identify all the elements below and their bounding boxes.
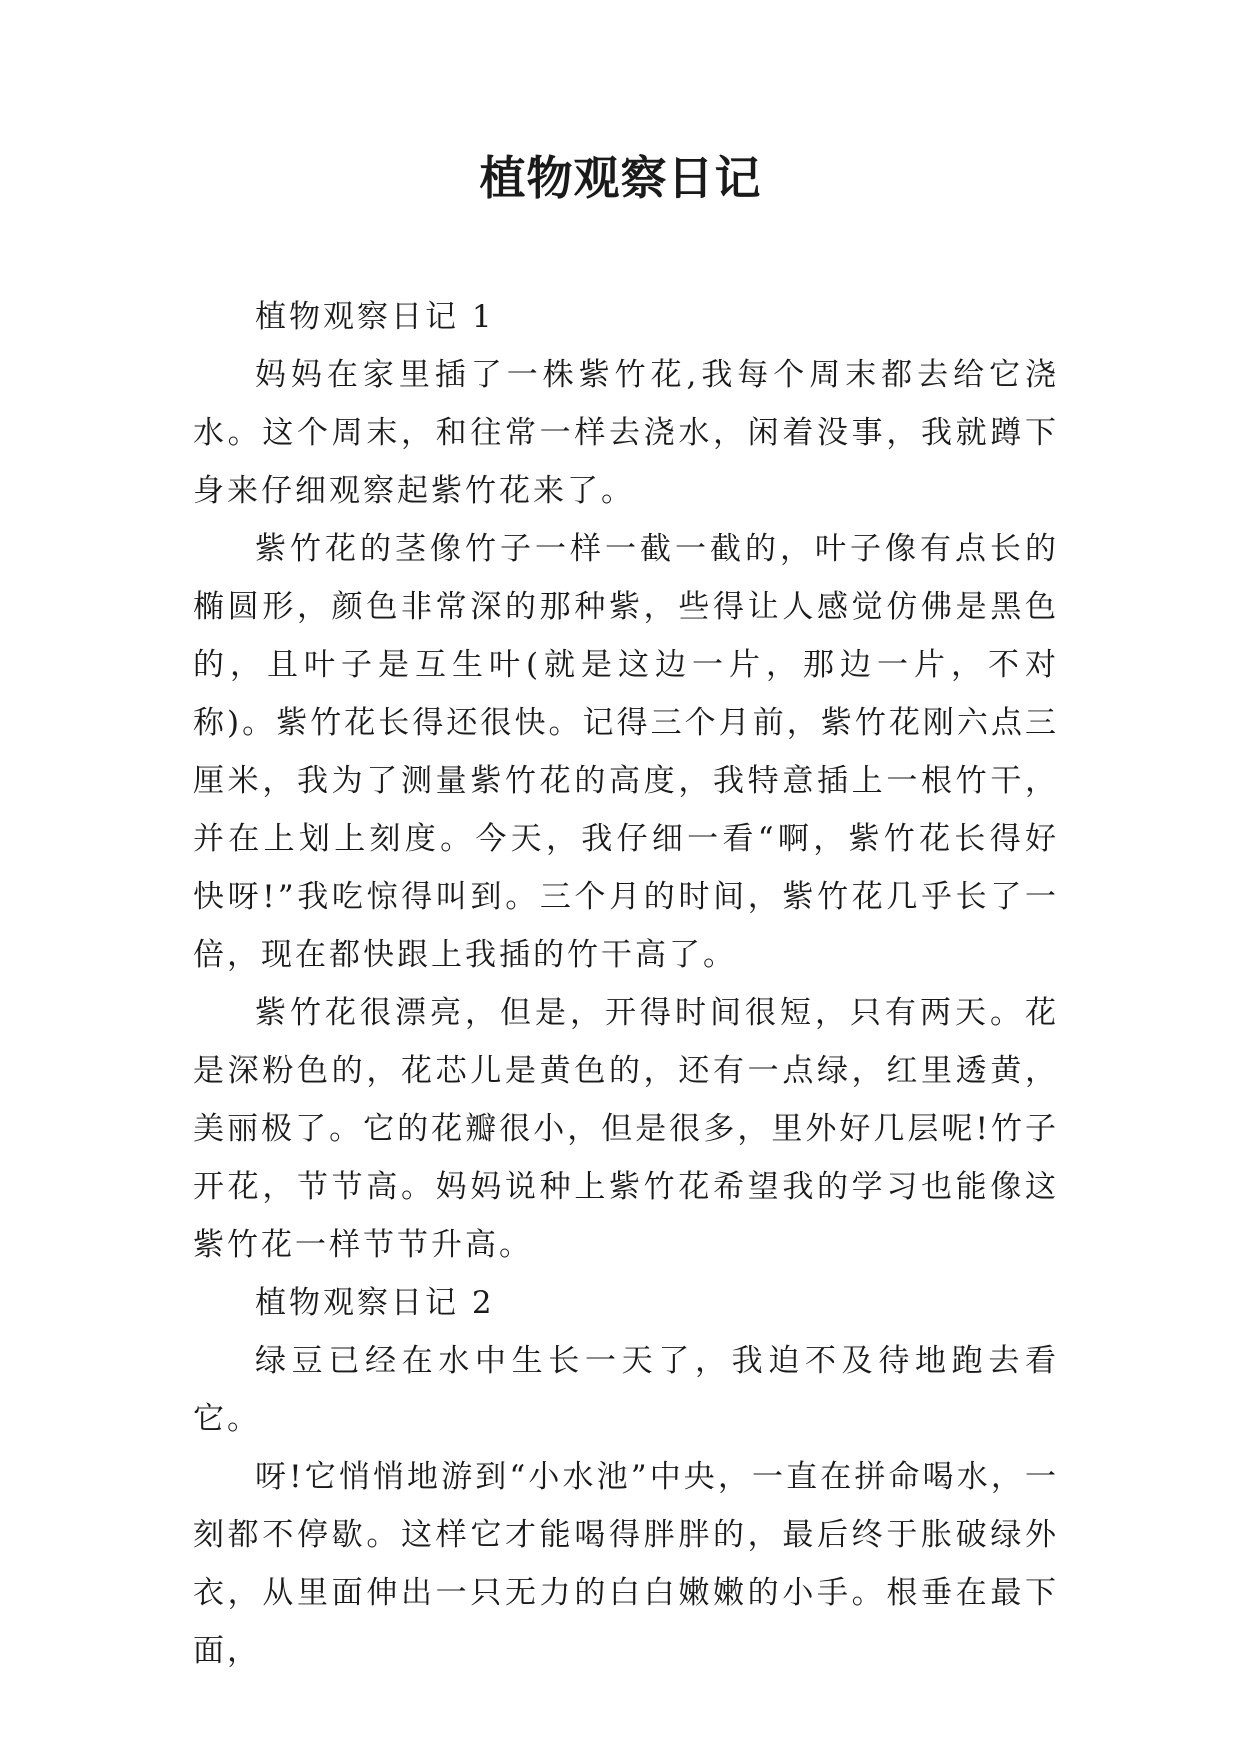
document-title: 植物观察日记 [479, 151, 762, 205]
body-paragraph: 紫竹花很漂亮，但是，开得时间很短，只有两天。花是深粉色的，花芯儿是黄色的，还有一点绿，红里透黄，美丽极了。它的花瓣很小，但是很多，里外好几层呢!竹子开花，节节高。妈妈说种上紫竹花希望我的学习也能像这紫竹花一样节节升高。 [193, 995, 1059, 1263]
section-heading: 植物观察日记 2 [255, 1285, 495, 1321]
body-paragraph: 绿豆已经在水中生长一天了，我迫不及待地跑去看它。 [193, 1343, 1059, 1437]
document-body [193, 288, 1059, 1680]
section-heading: 植物观察日记 1 [255, 299, 495, 335]
body-paragraph: 呀!它悄悄地游到“小水池”中央，一直在拼命喝水，一刻都不停歇。这样它才能喝得胖胖的，最后终于胀破绿外衣，从里面伸出一只无力的白白嫩嫩的小手。根垂在最下面， [193, 1459, 1059, 1669]
body-paragraph: 紫竹花的茎像竹子一样一截一截的，叶子像有点长的椭圆形，颜色非常深的那种紫，些得让人感觉仿佛是黑色的，且叶子是互生叶(就是这边一片，那边一片，不对称)。紫竹花长得还很快。记得三个月前，紫竹花刚六点三厘米，我为了测量紫竹花的高度，我特意插上一根竹干，并在上划上刻度。今天，我仔细一看“啊，紫竹花长得好快呀!”我吃惊得叫到。三个月的时间，紫竹花几乎长了一倍，现在都快跟上我插的竹干高了。 [193, 531, 1059, 973]
body-paragraph: 妈妈在家里插了一株紫竹花,我每个周末都去给它浇水。这个周末，和往常一样去浇水，闲着没事，我就蹲下身来仔细观察起紫竹花来了。 [193, 357, 1059, 509]
